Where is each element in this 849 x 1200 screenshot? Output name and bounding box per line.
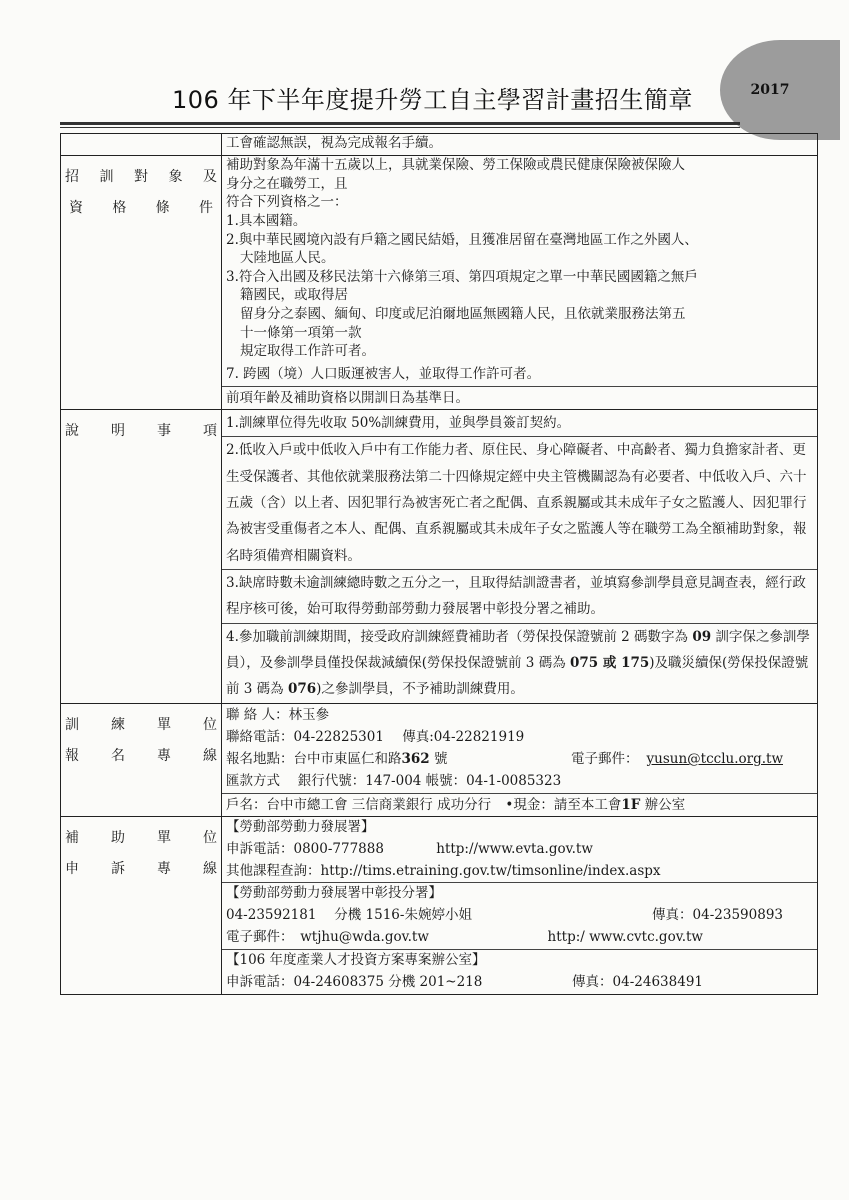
notes-item4: 4.參加職前訓練期間，接受政府訓練經費補助者（勞保投保證號前 2 碼數字為 09 訓字保之參訓學員），及參訓學員僅投保裁減續保(勞保投保證號前 3 碼為 075 或 175)及職災續保(勞保投保證號前 3 碼為 076)之參訓學員，不予補助訓練費用。	[222, 623, 817, 703]
email-link[interactable]: yusun@tcclu.org.tw	[646, 751, 783, 768]
table-row-confirm	[61, 134, 818, 156]
complaint-org3-phone-line: 申訴電話：04-24608375 分機 201~218 傳真：04-24638491	[226, 973, 703, 990]
notes-label: 說 明 事 項	[61, 410, 222, 703]
table-row-complaint	[61, 816, 818, 994]
complaint-org1-phone-line: 申訴電話：0800-777888 http://www.evta.gov.tw	[226, 840, 593, 857]
enrollment-table	[60, 133, 818, 995]
complaint-org2-email-line	[222, 927, 817, 949]
eligibility-label: 招 訓 對 象 及 資 格 條 件	[61, 156, 222, 410]
table-row-eligibility	[61, 156, 818, 410]
title-rule-thin	[60, 127, 740, 128]
contact-label: 訓 練 單 位 報 名 專 線	[61, 703, 222, 816]
contact-account-line: 戶名：台中市總工會 三信商業銀行 成功分行 •現金：請至本工會1F 辦公室	[222, 793, 817, 816]
page-title: 106 年下半年度提升勞工自主學習計畫招生簡章	[172, 86, 693, 114]
cvtc-link[interactable]: http:/ www.cvtc.gov.tw	[547, 929, 703, 946]
tims-link[interactable]: 其他課程查詢：http://tims.etraining.gov.tw/timsonline/index.aspx	[226, 862, 661, 879]
evta-link[interactable]: http://www.evta.gov.tw	[436, 840, 593, 857]
wda-email[interactable]: 電子郵件： wtjhu@wda.gov.tw	[226, 929, 429, 946]
contact-phone-line: 聯絡電話：04-22825301 傳真:04-22821919	[226, 728, 525, 745]
table-row-notes	[61, 410, 818, 703]
title-rule	[60, 122, 740, 125]
confirm-text: 工會確認無誤，視為完成報名手續。	[222, 134, 818, 156]
complaint-org2-phone-line: 04-23592181 分機 1516-朱婉婷小姐 傳真：04-23590893	[226, 907, 783, 924]
notes-content: 1.訓練單位得先收取 50%訓練費用，並與學員簽訂契約。 2.低收入戶或中低收入戶中有工作能力者、原住民、身心障礙者、中高齡者、獨力負擔家計者、更生受保護者、其他依就業服務法第二十四條規定經中央主管機關認為有必要者、中低收入戶、六十五歲（含）以上者、因犯罪行為被害死亡者之配偶、直系親屬或其未成年子女之監護人、因犯罪行為被害受重傷者之本人、配偶、直系親屬或其未成年子女之監護人等在職勞工為全額補助對象，報名時須備齊相關資料。 3.缺席時數未逾訓練總時數之五分之一，且取得結訓證書者，並填寫參訓學員意見調查表，經行政程序核可後，始可取得勞動部勞動力發展署中彰投分署之補助。 4.參加職前訓練期間，接受政府訓練經費補助者（勞保投保證號前 2 碼數字為 09 訓字保之參訓學員），及參訓學員僅投保裁減續保(勞保投保證號前 3 碼為 075 或 175)及職災續保(勞保投保證號前 3 碼為 076)之參訓學員，不予補助訓練費用。	[222, 410, 818, 703]
complaint-content: 【勞動部勞動力發展署】 申訴電話：0800-777888 http://www.evta.gov.tw 其他課程查詢：http://tims.etraining.gov.tw/timsonline/index.aspx 【勞動部勞動力發展署中彰投分署】 04-23592181 分機 1516-朱婉婷小姐 傳真：04-23590893 電子郵件： wtjhu@wda.gov.tw http:/ www.cvtc.gov.tw 【106 年度產業人才投資方案專案辦公室】 申訴電話：04-24608375 分機 201~218 傳真：04-24638491	[222, 816, 818, 994]
label-cell-empty	[61, 134, 222, 156]
year-badge: 2017	[720, 40, 840, 140]
contact-content: 聯 絡 人：林玉參 聯絡電話：04-22825301 傳真:04-22821919 報名地點：台中市東區仁和路362 號 電子郵件： yusun@tcclu.org.tw 匯款方式 銀行代號：147-004 帳號：04-1-0085323 戶名：台中市總工會 三信商業銀行 成功分行 •現金：請至本工會1F 辦公室	[222, 703, 818, 816]
complaint-label: 補 助 單 位 申 訴 專 線	[61, 816, 222, 994]
table-row-contact	[61, 703, 818, 816]
eligibility-content: 補助對象為年滿十五歲以上，具就業保險、勞工保險或農民健康保險被保險人 身分之在職勞工，且 符合下列資格之一： 1.具本國籍。 2.與中華民國境內設有戶籍之國民結婚，且獲准居留在臺灣地區工作之外國人、 大陸地區人民。 3.符合入出國及移民法第十六條第三項、第四項規定之單一中華民國國籍之無戶 籍國民，或取得居 留身分之泰國、緬甸、印度或尼泊爾地區無國籍人民，且依就業服務法第五 十一條第一項第一款 規定取得工作許可者。 7. 跨國（境）人口販運被害人，並取得工作許可者。 前項年齡及補助資格以開訓日為基準日。	[222, 156, 818, 410]
contact-address-line: 報名地點：台中市東區仁和路362 號 電子郵件： yusun@tcclu.org.tw	[226, 751, 783, 768]
